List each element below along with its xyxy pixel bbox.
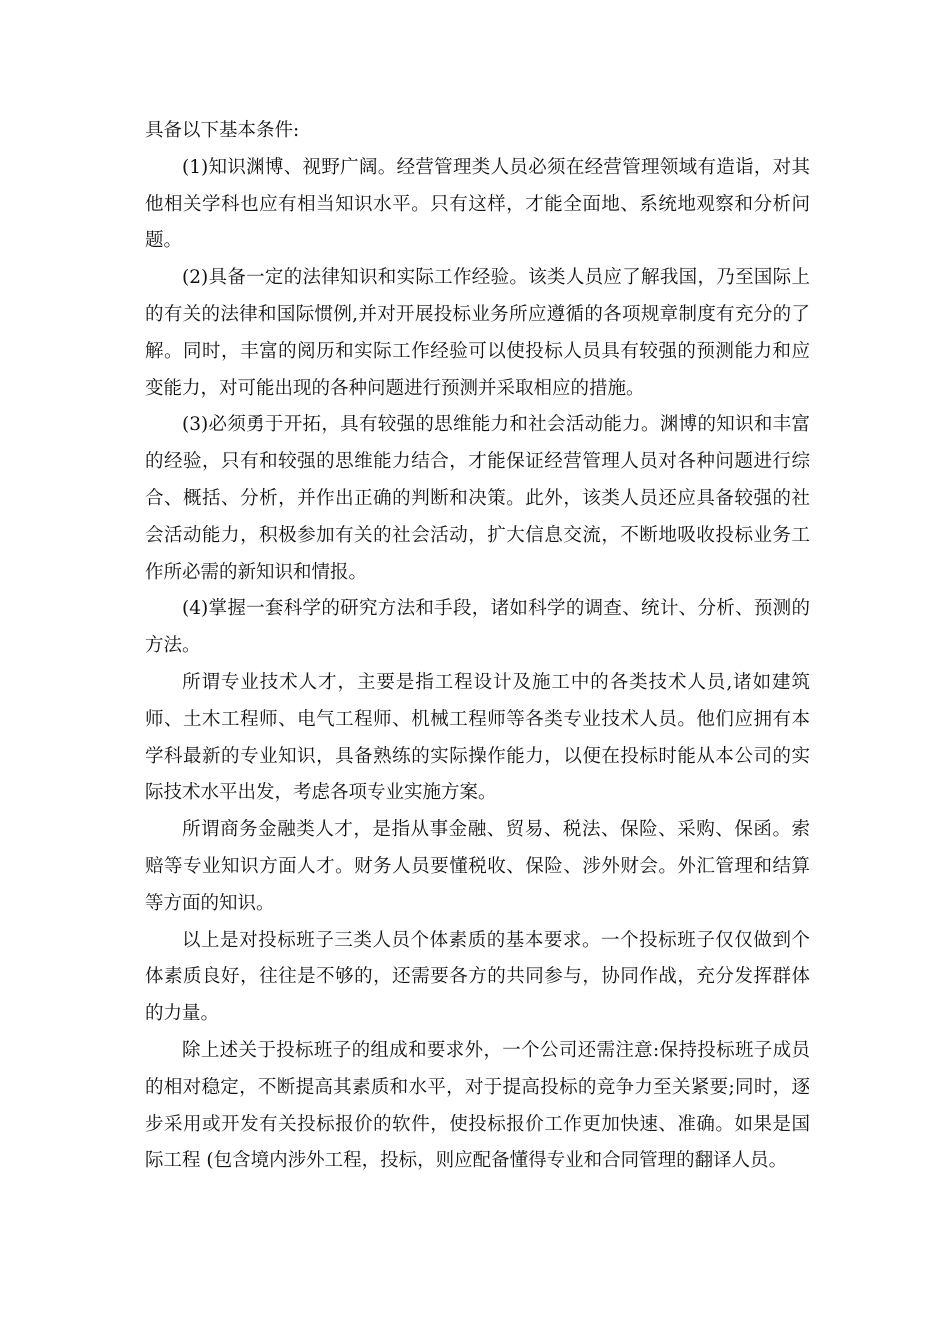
paragraph-item-3: (3)必须勇于开拓，具有较强的思维能力和社会活动能力。渊博的知识和丰富的经验，只有和较强的思维能力结合，才能保证经营管理人员对各种问题进行综合、概括、分析，并作出正确的判断和决策。此外，该类人员还应具备较强的社会活动能力，积极参加有关的社会活动，扩大信息交流，不断地吸收投标业务工作所必需的新知识和情报。 (145, 414, 810, 583)
paragraph-continuation: 具备以下基本条件: (145, 120, 300, 141)
body-text (145, 113, 810, 1180)
paragraph-item-2: (2)具备一定的法律知识和实际工作经验。该类人员应了解我国，乃至国际上的有关的法律和国际惯例,并对开展投标业务所应遵循的各项规章制度有充分的了解。同时，丰富的阅历和实际工作经验可以使投标人员具有较强的预测能力和应变能力，对可能出现的各种问题进行预测并采取相应的措施。 (145, 267, 810, 399)
paragraph-finance-staff: 所谓商务金融类人才，是指从事金融、贸易、税法、保险、采购、保函。索赔等专业知识方面人才。财务人员要懂税收、保险、涉外财会。外汇管理和结算等方面的知识。 (145, 819, 810, 914)
paragraph-item-4: (4)掌握一套科学的研究方法和手段，诸如科学的调查、统计、分析、预测的方法。 (145, 598, 810, 657)
paragraph-team-summary: 以上是对投标班子三类人员个体素质的基本要求。一个投标班子仅仅做到个体素质良好，往往是不够的，还需要各方的共同参与，协同作战，充分发挥群体的力量。 (145, 929, 810, 1025)
paragraph-item-1: (1)知识渊博、视野广阔。经营管理类人员必须在经营管理领域有造诣，对其他相关学科也应有相当知识水平。只有这样，才能全面地、系统地观察和分析问题。 (145, 156, 810, 252)
paragraph-additional-notes: 除上述关于投标班子的组成和要求外，一个公司还需注意:保持投标班子成员的相对稳定，不断提高其素质和水平，对于提高投标的竞争力至关紧要;同时，逐步采用或开发有关投标报价的软件，使投标报价工作更加快速、准确。如果是国际工程 (包含境内涉外工程，投标，则应配备懂得专业和合同管理的翻译人员。 (145, 1039, 810, 1172)
paragraph-technical-staff: 所谓专业技术人才，主要是指工程设计及施工中的各类技术人员,诸如建筑师、土木工程师、电气工程师、机械工程师等各类专业技术人员。他们应拥有本学科最新的专业知识，具备熟练的实际操作能力，以便在投标时能从本公司的实际技术水平出发，考虑各项专业实施方案。 (145, 671, 810, 804)
